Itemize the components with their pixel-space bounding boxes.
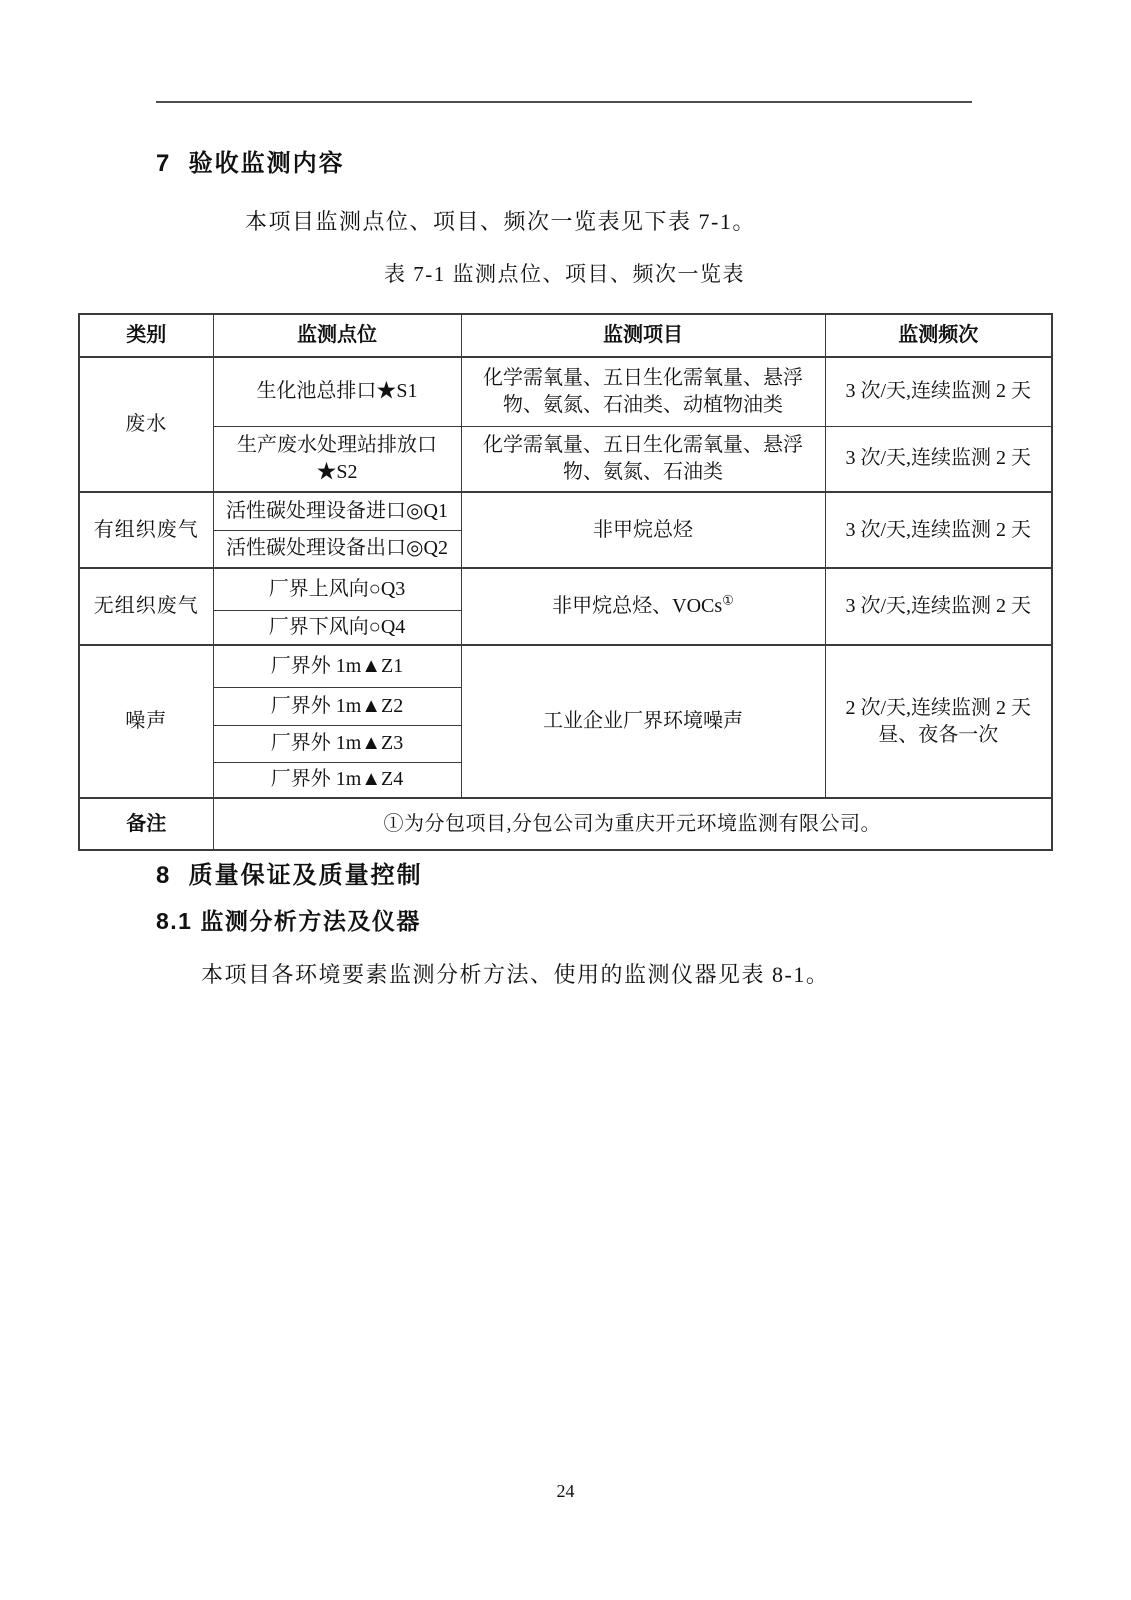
point-cell: 厂界外 1m▲Z4 — [213, 762, 461, 798]
remark-row — [79, 798, 1052, 850]
header-rule — [156, 101, 972, 103]
section-7-heading: 7 验收监测内容 — [156, 150, 345, 177]
frequency-cell: 2 次/天,连续监测 2 天 昼、夜各一次 — [825, 645, 1052, 798]
section-8-paragraph: 本项目各环境要素监测分析方法、使用的监测仪器见表 8-1。 — [201, 962, 830, 987]
frequency-cell: 3 次/天,连续监测 2 天 — [825, 568, 1052, 645]
section-7-paragraph: 本项目监测点位、项目、频次一览表见下表 7-1。 — [245, 209, 756, 234]
table-row — [79, 426, 1052, 492]
point-cell: 活性碳处理设备进口◎Q1 — [213, 492, 461, 530]
point-cell: 厂界外 1m▲Z1 — [213, 645, 461, 687]
category-cell-fugitive-gas: 无组织废气 — [79, 568, 213, 645]
point-cell: 厂界上风向○Q3 — [213, 568, 461, 610]
category-cell-wastewater: 废水 — [79, 357, 213, 492]
point-cell: 厂界外 1m▲Z3 — [213, 725, 461, 762]
table-header-row — [79, 314, 1052, 357]
items-cell: 非甲烷总烃、VOCs① — [461, 568, 825, 645]
items-cell: 工业企业厂界环境噪声 — [461, 645, 825, 798]
monitoring-table — [78, 313, 1053, 851]
point-cell: 活性碳处理设备出口◎Q2 — [213, 530, 461, 568]
col-header-frequency: 监测频次 — [825, 314, 1052, 357]
category-cell-noise: 噪声 — [79, 645, 213, 798]
frequency-cell: 3 次/天,连续监测 2 天 — [825, 426, 1052, 492]
point-cell: 厂界下风向○Q4 — [213, 610, 461, 645]
category-cell-organized-gas: 有组织废气 — [79, 492, 213, 568]
col-header-point: 监测点位 — [213, 314, 461, 357]
table-row — [79, 645, 1052, 687]
table-7-1-caption: 表 7-1 监测点位、项目、频次一览表 — [384, 262, 745, 286]
section-8-1-heading: 8.1 监测分析方法及仪器 — [156, 908, 421, 934]
items-cell: 化学需氧量、五日生化需氧量、悬浮物、氨氮、石油类、动植物油类 — [461, 357, 825, 426]
items-cell: 化学需氧量、五日生化需氧量、悬浮物、氨氮、石油类 — [461, 426, 825, 492]
table-row — [79, 568, 1052, 610]
remark-label-cell: 备注 — [79, 798, 213, 850]
table-row — [79, 492, 1052, 530]
col-header-category: 类别 — [79, 314, 213, 357]
point-cell: 生化池总排口★S1 — [213, 357, 461, 426]
point-cell: 厂界外 1m▲Z2 — [213, 687, 461, 725]
remark-text-cell: ①为分包项目,分包公司为重庆开元环境监测有限公司。 — [213, 798, 1052, 850]
point-cell: 生产废水处理站排放口★S2 — [213, 426, 461, 492]
frequency-cell: 3 次/天,连续监测 2 天 — [825, 357, 1052, 426]
frequency-cell: 3 次/天,连续监测 2 天 — [825, 492, 1052, 568]
section-8-heading: 8 质量保证及质量控制 — [156, 862, 423, 889]
page-number: 24 — [556, 1481, 575, 1501]
items-cell: 非甲烷总烃 — [461, 492, 825, 568]
footnote-ref: ① — [722, 592, 734, 608]
table-row — [79, 357, 1052, 426]
col-header-items: 监测项目 — [461, 314, 825, 357]
